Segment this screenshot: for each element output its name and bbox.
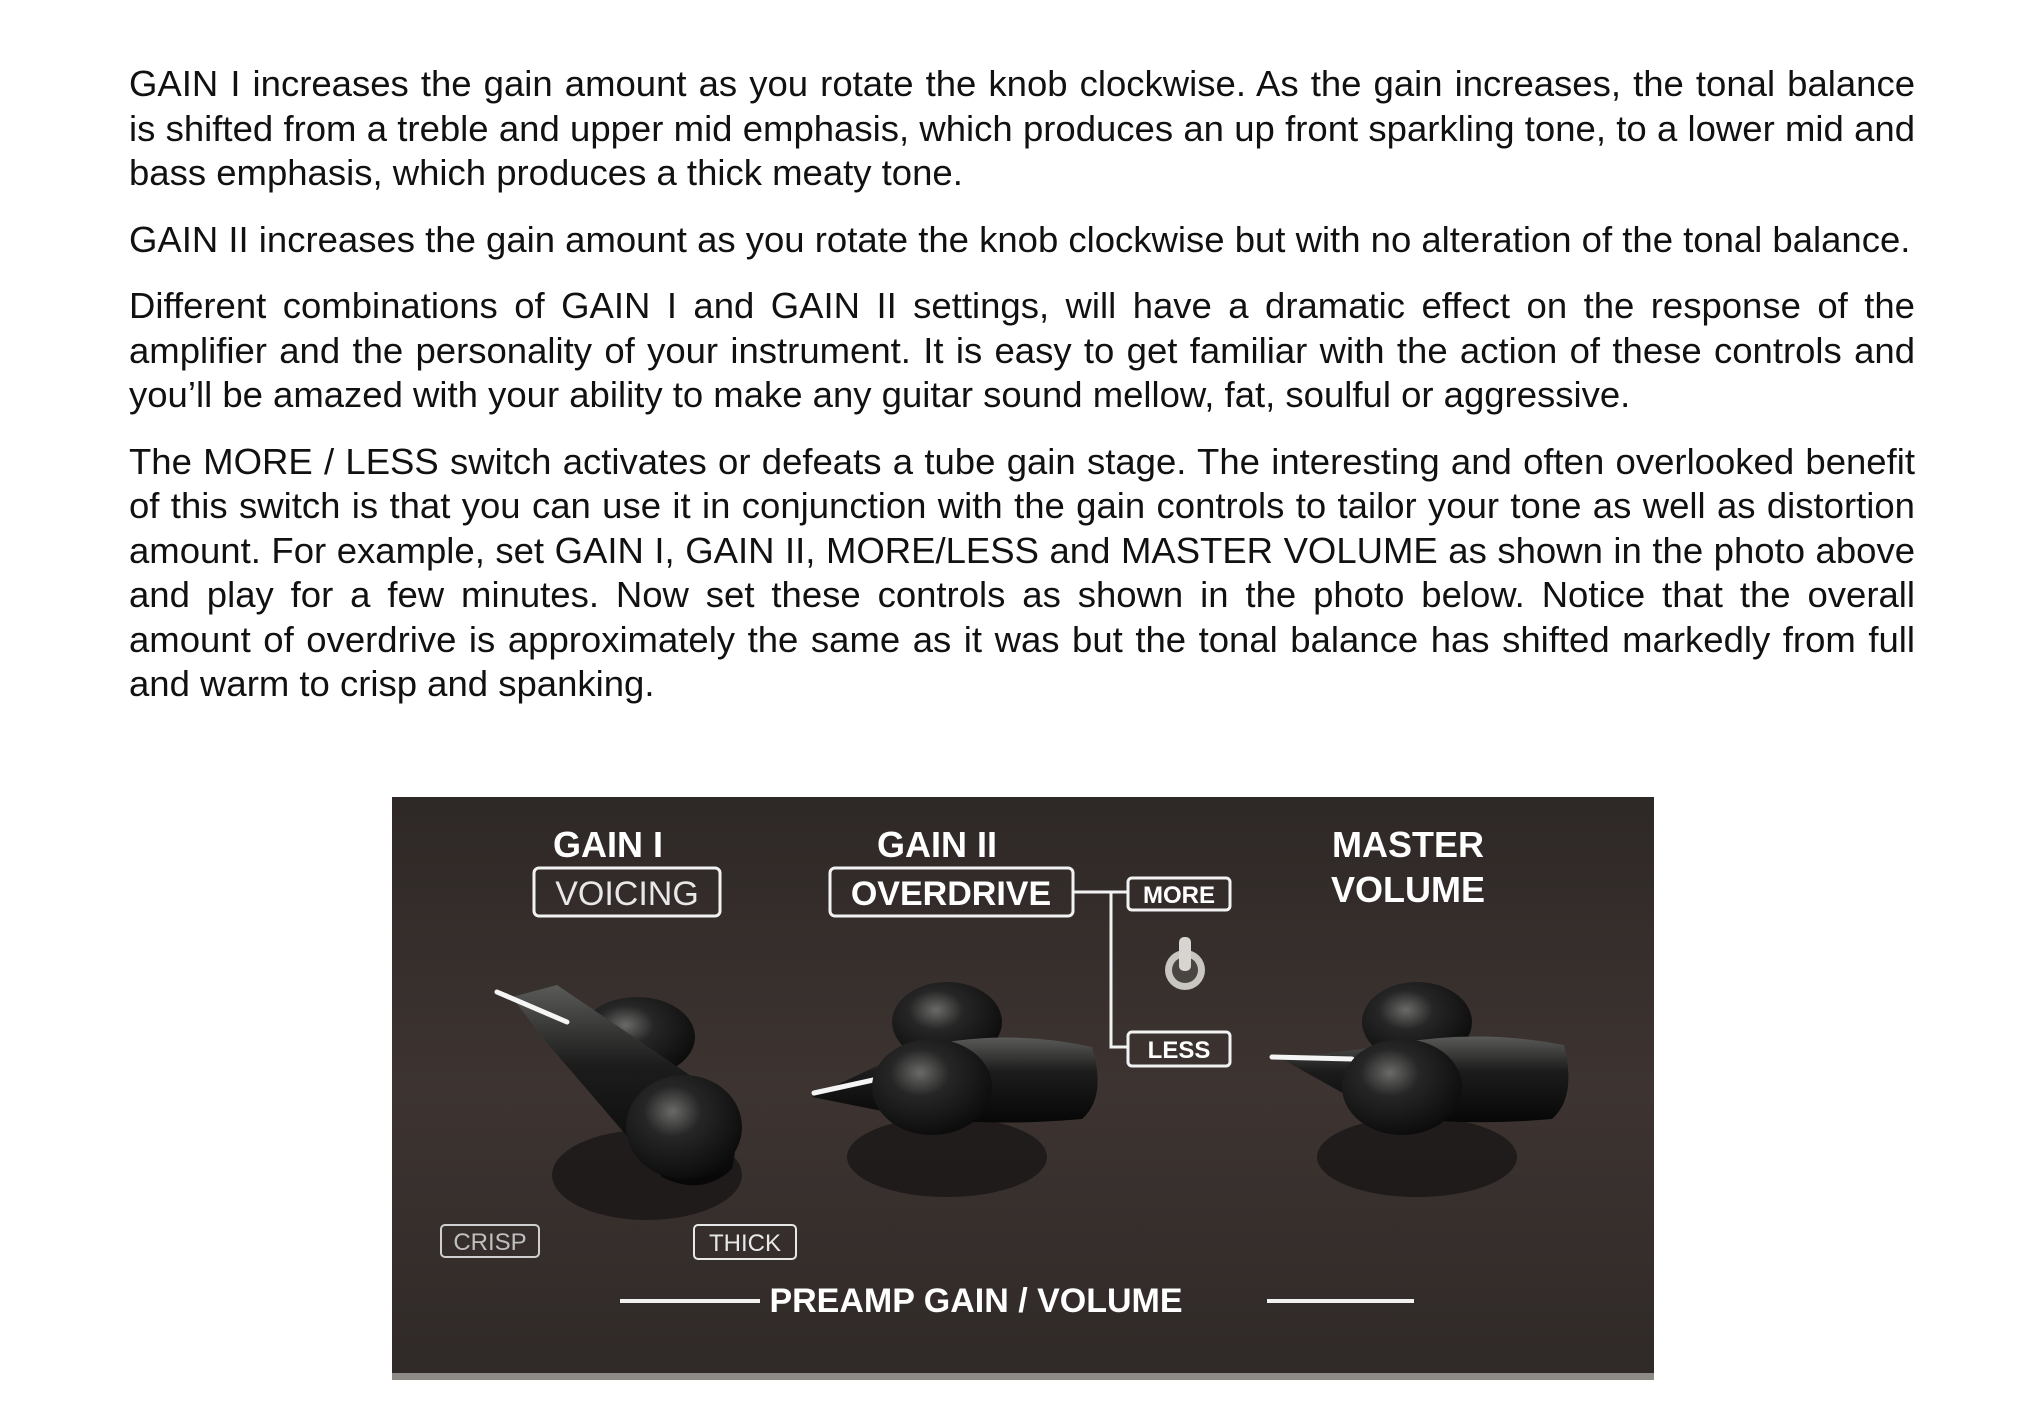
amp-control-panel-photo bbox=[392, 797, 1654, 1380]
voicing-label: VOICING bbox=[555, 875, 699, 913]
gain1-title: GAIN I bbox=[552, 824, 664, 865]
paragraph-gain1: GAIN I increases the gain amount as you rotate the knob clockwise. As the gain increases, the tonal balance is shifted from a treble and upper mid emphasis, which produces an up front sparkling tone, to a lower mid and bass emphasis, which produces a thick meaty tone. bbox=[129, 63, 1915, 193]
more-label: MORE bbox=[1143, 882, 1215, 909]
less-label: LESS bbox=[1147, 1037, 1211, 1064]
panel-bottom-edge bbox=[392, 1373, 1654, 1380]
paragraph-combinations: Different combinations of GAIN I and GAIN II settings, will have a dramatic effect on the response of the amplifier and the personality of your instrument. It is easy to get familiar with the action of these controls and you’ll be amazed with your ability to make any guitar sound mellow, fat, soulful or aggressive. bbox=[129, 285, 1915, 415]
thick-label: THICK bbox=[709, 1230, 781, 1257]
volume-label: VOLUME bbox=[1330, 869, 1486, 910]
crisp-label: CRISP bbox=[453, 1229, 527, 1256]
overdrive-label: OVERDRIVE bbox=[850, 875, 1052, 913]
paragraph-more-less: The MORE / LESS switch activates or defeats a tube gain stage. The interesting and often overlooked benefit of this switch is that you can use it in conjunction with the gain controls to tailor your tone as well as distortion amount. For example, set GAIN I, GAIN II, MORE/LESS and MASTER VOLUME as shown in the photo above and play for a few minutes. Now set these controls as shown in the photo below. Notice that the overall amount of overdrive is approximately the same as it was but the tonal balance has shifted markedly from full and warm to crisp and spanking. bbox=[129, 440, 1915, 704]
gain2-title: GAIN II bbox=[876, 824, 998, 865]
manual-text bbox=[129, 62, 1915, 729]
paragraph-gain2: GAIN II increases the gain amount as you rotate the knob clockwise but with no alteration of the tonal balance. bbox=[129, 218, 1911, 260]
master-label: MASTER bbox=[1332, 824, 1484, 865]
section-label: PREAMP GAIN / VOLUME bbox=[769, 1282, 1183, 1320]
